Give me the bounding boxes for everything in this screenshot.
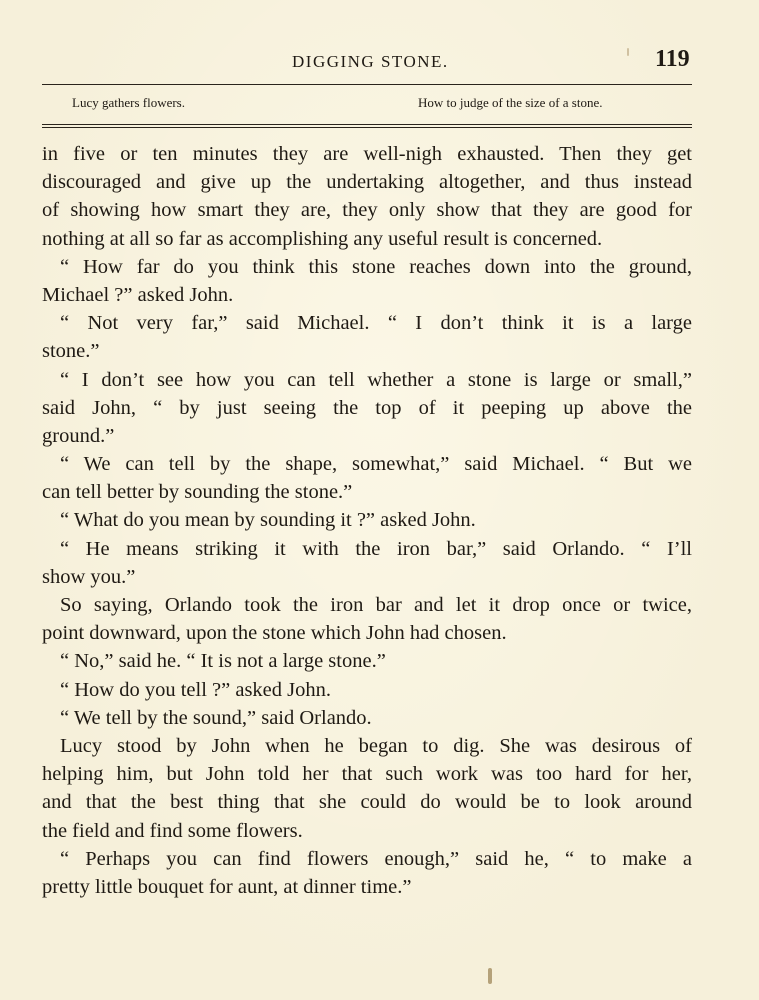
text-line: of showing how smart they are, they only show that they are good for <box>42 199 692 222</box>
text-line: can tell better by sounding the stone.” <box>42 481 353 504</box>
side-notes <box>0 95 759 117</box>
text-line: point downward, upon the stone which John had chosen. <box>42 622 507 645</box>
paper-speck <box>627 48 629 56</box>
text-line: nothing at all so far as accomplishing any useful result is concerned. <box>42 227 603 250</box>
side-note-left: Lucy gathers flowers. <box>72 95 185 110</box>
header-rule <box>42 84 692 85</box>
text-line: Michael ?” asked John. <box>42 283 234 306</box>
text-line: “ He means striking it with the iron bar,” said Orlando. “ I’ll <box>60 537 692 560</box>
side-notes-rule <box>42 124 692 125</box>
text-line: “ How far do you think this stone reaches down into the ground, <box>60 255 692 278</box>
text-line: “ No,” said he. “ It is not a large stone.” <box>60 650 386 673</box>
side-note-right: How to judge of the size of a stone. <box>418 95 603 110</box>
text-line: “ I don’t see how you can tell whether a stone is large or small,” <box>60 368 692 391</box>
text-line: ground.” <box>42 424 115 447</box>
text-line: discouraged and give up the undertaking altogether, and thus instead <box>42 171 692 194</box>
text-line: “ Not very far,” said Michael. “ I don’t think it is a large <box>60 312 692 335</box>
text-line: “ How do you tell ?” asked John. <box>60 678 331 701</box>
text-line: “ What do you mean by sounding it ?” asked John. <box>60 509 476 532</box>
running-head <box>0 46 759 76</box>
text-line: “ Perhaps you can find flowers enough,” said he, “ to make a <box>60 847 692 870</box>
text-line: in five or ten minutes they are well-nigh exhausted. Then they get <box>42 143 692 165</box>
text-line: and that the best thing that she could do would be to look around <box>42 791 692 814</box>
text-line: said John, “ by just seeing the top of it peeping up above the <box>42 396 692 419</box>
running-title: DIGGING STONE. <box>292 52 449 71</box>
text-line: “ We tell by the sound,” said Orlando. <box>60 706 372 729</box>
text-line: So saying, Orlando took the iron bar and let it drop once or twice, <box>60 594 692 616</box>
side-notes-rule-double <box>42 127 692 128</box>
text-line: the field and find some flowers. <box>42 819 303 842</box>
text-line: stone.” <box>42 340 100 363</box>
text-line: Lucy stood by John when he began to dig. She was desirous of <box>60 734 692 757</box>
body-text <box>42 140 692 901</box>
text-line: helping him, but John told her that such work was too hard for her, <box>42 763 692 786</box>
paper-speck <box>488 968 492 984</box>
text-line: pretty little bouquet for aunt, at dinner time.” <box>42 875 412 898</box>
text-line: “ We can tell by the shape, somewhat,” said Michael. “ But we <box>60 453 692 476</box>
text-line: show you.” <box>42 565 136 588</box>
page-number: 119 <box>655 46 690 72</box>
